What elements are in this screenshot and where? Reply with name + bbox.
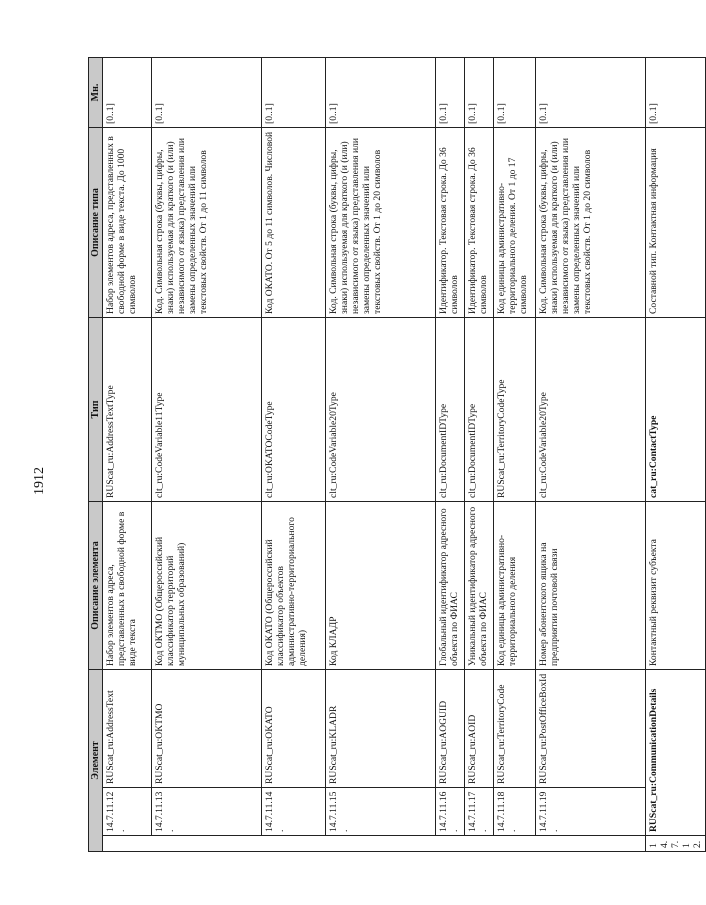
table-row xyxy=(262,57,326,851)
row-type-description: Код ОКАТО. От 5 до 11 символов. Числовой xyxy=(262,127,326,317)
row-type: RUScat_ru:AddressTextType xyxy=(103,317,152,501)
row-indent xyxy=(103,836,152,852)
table-row xyxy=(465,57,494,851)
row-multiplicity: [0..1] xyxy=(536,57,646,127)
row-number: 14.7.12. xyxy=(646,836,706,852)
row-type: clt_ru:CodeVariable11Type xyxy=(152,317,262,501)
table-row xyxy=(536,57,646,851)
row-description: Номер абонентского ящика на предприятии почтовой связи xyxy=(536,501,646,669)
page-number-wrap xyxy=(32,467,47,495)
row-type-description: Код. Символьная строка (буквы, цифры, знаки) используемая для краткого (и (или) независимого от языка) представления или замены определенных значений или текстовых свойств. От 1 до 11 символов xyxy=(152,127,262,317)
row-type-description: Составной тип. Контактная информация xyxy=(646,127,706,317)
row-description: Контактный реквизит субъекта xyxy=(646,501,706,669)
row-type: clt_ru:OKATOCodeType xyxy=(262,317,326,501)
row-description: Код ОКАТО (Общероссийский классификатор объектов административно-территориального деления) xyxy=(262,501,326,669)
row-type: RUScat_ru:TerritoryCodeType xyxy=(494,317,536,501)
row-number: 14.7.11.19. xyxy=(536,788,646,836)
row-type: clt_ru:CodeVariable20Type xyxy=(536,317,646,501)
row-description: Код ОКТМО (Общероссийский классификатор территорий муниципальных образований) xyxy=(152,501,262,669)
row-description: Уникальный идентификатор адресного объекта по ФИАС xyxy=(465,501,494,669)
row-indent xyxy=(465,836,494,852)
row-type-description: Набор элементов адреса, представленных в свободной форме в виде текста. До 1000 символов xyxy=(103,127,152,317)
table-row xyxy=(103,57,152,851)
row-element-name: RUScat_ru:TerritoryCode xyxy=(494,669,536,787)
row-element-name: RUScat_ru:AddressText xyxy=(103,669,152,787)
table-header-row xyxy=(89,57,103,851)
rotated-table-container xyxy=(88,58,703,852)
row-element-name: RUScat_ru:OKATO xyxy=(262,669,326,787)
row-description: Набор элементов адреса, представленных в свободной форме в виде текста xyxy=(103,501,152,669)
row-multiplicity: [0..1] xyxy=(494,57,536,127)
row-indent xyxy=(326,836,436,852)
row-multiplicity: [0..1] xyxy=(152,57,262,127)
row-multiplicity: [0..1] xyxy=(436,57,465,127)
row-type-description: Код. Символьная строка (буквы, цифры, знаки) используемая для краткого (и (или) независимого от языка) представления или замены определенных значений или текстовых свойств. От 1 до 20 символов xyxy=(326,127,436,317)
row-description: Код КЛАДР xyxy=(326,501,436,669)
row-indent xyxy=(262,836,326,852)
row-description: Код единицы административно-территориального деления xyxy=(494,501,536,669)
row-type: clt_ru:CodeVariable20Type xyxy=(326,317,436,501)
row-multiplicity: [0..1] xyxy=(646,57,706,127)
row-number: 14.7.11.16. xyxy=(436,788,465,836)
row-indent xyxy=(536,836,646,852)
row-number: 14.7.11.17. xyxy=(465,788,494,836)
row-element-name: RUScat_ru:KLADR xyxy=(326,669,436,787)
row-number: 14.7.11.12. xyxy=(103,788,152,836)
row-indent xyxy=(494,836,536,852)
header-multiplicity: Мн. xyxy=(89,57,103,127)
row-element-name: RUScat_ru:OKTMO xyxy=(152,669,262,787)
header-type: Тип xyxy=(89,317,103,501)
header-element-description: Описание элемента xyxy=(89,501,103,669)
row-type-description: Код. Символьная строка (буквы, цифры, знаки) используемая для краткого (и (или) независимого от языка) представления или замены определенных значений или текстовых свойств. От 1 до 20 символов xyxy=(536,127,646,317)
row-indent xyxy=(152,836,262,852)
table-row-last xyxy=(646,57,706,851)
row-multiplicity: [0..1] xyxy=(326,57,436,127)
row-type: cat_ru:ContactType xyxy=(646,317,706,501)
row-element-name: RUScat_ru:AOGUID xyxy=(436,669,465,787)
row-multiplicity: [0..1] xyxy=(262,57,326,127)
table-row xyxy=(494,57,536,851)
header-element: Элемент xyxy=(89,669,103,851)
row-description: Глобальный идентификатор адресного объекта по ФИАС xyxy=(436,501,465,669)
table-row xyxy=(326,57,436,851)
page-number: 1912 xyxy=(32,467,47,495)
table-row xyxy=(152,57,262,851)
row-number: 14.7.11.18. xyxy=(494,788,536,836)
table-row xyxy=(436,57,465,851)
row-element-name: RUScat_ru:PostOfficeBoxId xyxy=(536,669,646,787)
row-multiplicity: [0..1] xyxy=(465,57,494,127)
row-type: clt_ru:DocumentIDType xyxy=(436,317,465,501)
row-indent xyxy=(436,836,465,852)
row-type-description: Код единицы административно-территориального деления. От 1 до 17 символов xyxy=(494,127,536,317)
specification-table xyxy=(88,57,706,852)
row-number: 14.7.11.15. xyxy=(326,788,436,836)
row-type: clt_ru:DocumentIDType xyxy=(465,317,494,501)
header-type-description: Описание типа xyxy=(89,127,103,317)
row-number: 14.7.11.14. xyxy=(262,788,326,836)
row-element-name: RUScat_ru:CommunicationDetails xyxy=(646,669,706,835)
row-number: 14.7.11.13. xyxy=(152,788,262,836)
row-element-name: RUScat_ru:AOID xyxy=(465,669,494,787)
row-type-description: Идентификатор. Текстовая строка. До 36 символов xyxy=(436,127,465,317)
row-type-description: Идентификатор. Текстовая строка. До 36 символов xyxy=(465,127,494,317)
row-multiplicity: [0..1] xyxy=(103,57,152,127)
